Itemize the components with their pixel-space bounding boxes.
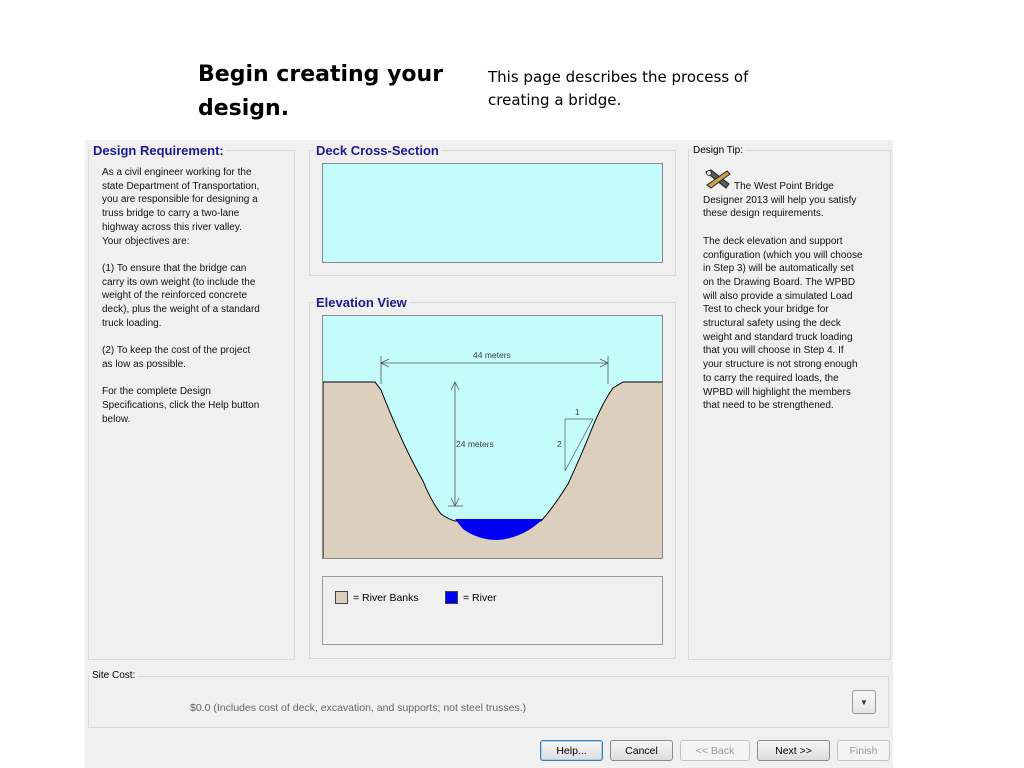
elevation-legend bbox=[322, 576, 663, 645]
river-valley-drawing bbox=[323, 316, 663, 559]
help-button[interactable]: Help... bbox=[540, 740, 603, 761]
river-label: = River bbox=[463, 591, 497, 604]
back-button[interactable]: << Back bbox=[680, 740, 750, 761]
design-requirement-title: Design Requirement: bbox=[93, 143, 224, 158]
river-banks-swatch bbox=[335, 591, 348, 604]
deck-cross-section-title: Deck Cross-Section bbox=[316, 143, 439, 158]
chevron-down-icon: ▼ bbox=[860, 697, 868, 707]
height-label: 24 meters bbox=[456, 439, 494, 449]
design-tip-text: The West Point Bridge Designer 2013 will help you satisfy these design requirements. The deck elevation and support configuration (which you will choose in Step 3) will be automatically set on the Drawing Board. The WPBD will also provide a simulated Load Test to check your bridge for structural safety using the deck weight and standard truck loading that you will choose in Step 4. If your structure is not strong enough to carry the required loads, the WPBD will highlight the members that need to be strengthened. bbox=[703, 181, 863, 412]
cancel-button[interactable]: Cancel bbox=[610, 740, 673, 761]
river-banks-label: = River Banks bbox=[353, 591, 419, 604]
legend-river bbox=[445, 591, 497, 604]
site-cost-dropdown-button[interactable] bbox=[852, 690, 876, 714]
next-button[interactable]: Next >> bbox=[757, 740, 830, 761]
finish-button[interactable]: Finish bbox=[837, 740, 890, 761]
slide-description: This page describes the process of creating a bridge. bbox=[488, 68, 749, 109]
design-tip-title: Design Tip: bbox=[693, 145, 744, 156]
site-cost-value: $0.0 (Includes cost of deck, excavation, and supports; not steel trusses.) bbox=[190, 702, 527, 714]
slope-label-1: 1 bbox=[575, 407, 580, 417]
design-requirement-text: As a civil engineer working for the state Department of Transportation, you are responsible for designing a truss bridge to carry a two-lane highway across this river valley. Your objectives are: (1) To ensure that the bridge can carry its own weight (to include the weight of the reinforced concrete deck), plus the weight of a standard truck loading. (2) To keep the cost of the project as low as possible. For the complete Design Specifications, click the Help button below. bbox=[102, 167, 260, 425]
elevation-view-canvas bbox=[322, 315, 663, 559]
site-cost-title: Site Cost: bbox=[92, 670, 136, 681]
slope-label-2: 2 bbox=[557, 439, 562, 449]
slide-title: Begin creating your design. bbox=[198, 62, 444, 121]
legend-river-banks bbox=[335, 591, 419, 604]
span-label: 44 meters bbox=[473, 350, 511, 360]
deck-cross-section-view bbox=[322, 163, 663, 263]
river-swatch bbox=[445, 591, 458, 604]
elevation-view-title: Elevation View bbox=[316, 295, 407, 310]
